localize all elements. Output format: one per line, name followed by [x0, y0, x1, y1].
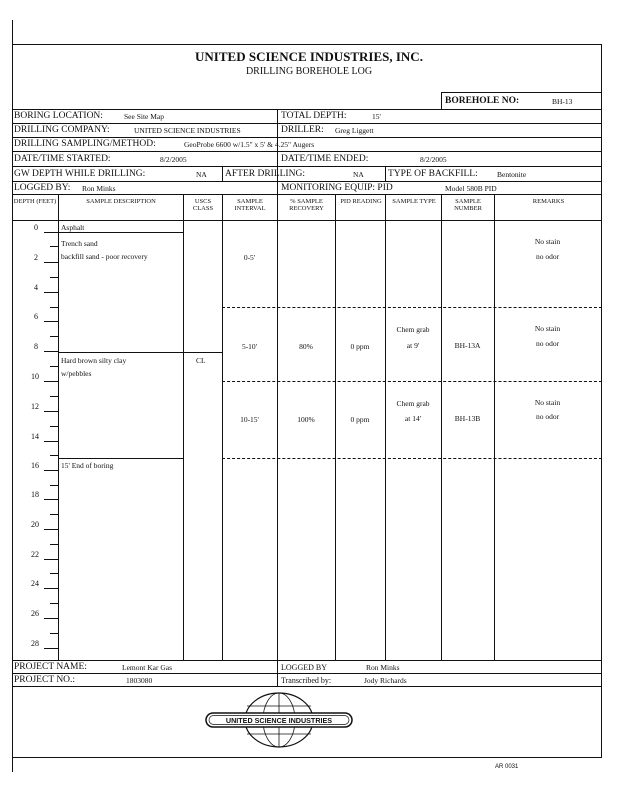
hdr-split — [277, 109, 278, 194]
col-header-description: SAMPLE DESCRIPTION — [86, 198, 156, 205]
depth-tick — [44, 648, 58, 649]
col-line-recovery — [277, 194, 278, 660]
backfill-label: TYPE OF BACKFILL: — [388, 169, 478, 179]
gw-after-value: NA — [353, 170, 364, 179]
project-name-value: Lemont Kar Gas — [122, 663, 172, 672]
driller-value: Greg Liggett — [335, 126, 374, 135]
desc-clay-1: Hard brown silty clay — [61, 356, 127, 365]
sample-divider-3 — [222, 458, 602, 459]
footer-logged-by-value: Ron Minks — [366, 663, 400, 672]
depth-tick — [50, 544, 58, 545]
date-started-label: DATE/TIME STARTED: — [14, 154, 111, 164]
depth-tick — [44, 381, 58, 382]
monitoring-value: Model 580B PID — [445, 184, 497, 193]
depth-tick — [44, 411, 58, 412]
depth-tick — [44, 292, 58, 293]
sample-interval: 10-15' — [240, 415, 259, 424]
depth-label: 16 — [31, 461, 39, 470]
borehole-value: BH-13 — [552, 97, 573, 106]
footer-logged-by-label: LOGGED BY — [281, 663, 327, 672]
logo-text: UNITED SCIENCE INDUSTRIES — [225, 716, 333, 725]
col-line-remarks — [494, 194, 495, 660]
depth-tick — [50, 366, 58, 367]
hdr-line-4 — [12, 151, 602, 152]
layer-line-asphalt — [58, 232, 183, 233]
depth-label: 28 — [31, 639, 39, 648]
logged-by-label: LOGGED BY: — [14, 183, 71, 193]
desc-backfill-sand: backfill sand - poor recovery — [61, 252, 148, 261]
project-no-value: 1803080 — [126, 676, 153, 685]
page-title: UNITED SCIENCE INDUSTRIES, INC. — [195, 49, 423, 64]
depth-label: 0 — [34, 223, 38, 232]
depth-tick — [44, 618, 58, 619]
col-line-uscs — [183, 194, 184, 660]
project-name-label: PROJECT NAME: — [14, 662, 87, 672]
depth-tick — [44, 321, 58, 322]
sample-remark-1: No stain — [534, 324, 561, 333]
sample-pid: 0 ppm — [350, 415, 370, 424]
sample-type-2: at 9' — [406, 341, 420, 350]
date-started-value: 8/2/2005 — [160, 155, 187, 164]
date-ended-value: 8/2/2005 — [420, 155, 447, 164]
sample-interval: 0-5' — [243, 253, 256, 262]
page-mark: AR 0031 — [495, 764, 519, 770]
sample-number: BH-13A — [454, 341, 481, 350]
depth-label: 4 — [34, 283, 38, 292]
gw-after-label: AFTER DRILLING: — [225, 169, 305, 179]
depth-tick — [50, 246, 58, 247]
sampling-method-value: GeoProbe 6600 w/1.5" x 5' & 4.25" Augers — [184, 140, 315, 149]
transcribed-by-label: Transcribed by: — [281, 676, 332, 685]
depth-tick — [50, 573, 58, 574]
depth-label: 12 — [31, 402, 39, 411]
sample-type-1: Chem grab — [396, 399, 430, 408]
col-line-number — [441, 194, 442, 660]
gw-while-value: NA — [196, 170, 207, 179]
layer-line-end — [58, 458, 183, 459]
depth-tick — [50, 277, 58, 278]
col-line-pid — [335, 194, 336, 660]
uscs-class-value: CL — [196, 356, 206, 365]
backfill-value: Bentonite — [497, 170, 527, 179]
depth-label: 6 — [34, 312, 38, 321]
sample-remark-1: No stain — [534, 237, 561, 246]
desc-asphalt: Asphalt — [61, 223, 85, 232]
sample-number: BH-13B — [454, 414, 481, 423]
project-no-label: PROJECT NO.: — [14, 675, 76, 685]
col-header-pid: PID READING — [340, 198, 382, 205]
boring-location-value: See Site Map — [124, 112, 164, 121]
hdr-line-6 — [12, 181, 602, 182]
layer-line-uscs — [183, 352, 222, 353]
drilling-company-value: UNITED SCIENCE INDUSTRIES — [134, 126, 241, 135]
layer-line-clay — [58, 352, 183, 353]
sample-recovery: 80% — [299, 342, 313, 351]
depth-tick — [50, 603, 58, 604]
depth-tick — [44, 529, 58, 530]
col-header-type: SAMPLE TYPE — [392, 198, 436, 205]
depth-tick — [44, 499, 58, 500]
sample-divider-1 — [222, 307, 602, 308]
col-line-type — [385, 194, 386, 660]
depth-label: 24 — [31, 579, 39, 588]
col-header-number: SAMPLE NUMBER — [454, 198, 482, 213]
depth-label: 2 — [34, 253, 38, 262]
date-ended-label: DATE/TIME ENDED: — [281, 154, 369, 164]
col-header-interval: SAMPLE INTERVAL — [234, 198, 266, 213]
gw-while-label: GW DEPTH WHILE DRILLING: — [14, 169, 146, 179]
depth-tick — [50, 426, 58, 427]
hdr-line-1 — [12, 109, 602, 110]
desc-trench-sand: Trench sand — [61, 239, 98, 248]
sample-remark-2: no odor — [535, 339, 560, 348]
sample-remark-2: no odor — [535, 252, 560, 261]
depth-label: 8 — [34, 342, 38, 351]
depth-tick — [44, 588, 58, 589]
hdr-line-7 — [12, 194, 602, 195]
borehole-label: BOREHOLE NO: — [445, 96, 520, 106]
table-header-bottom — [12, 220, 602, 221]
drilling-company-label: DRILLING COMPANY: — [14, 125, 110, 135]
sample-remark-1: No stain — [534, 398, 561, 407]
hdr-line-2 — [12, 123, 602, 124]
desc-end-of-boring: 15' End of boring — [61, 461, 114, 470]
frame-bottom — [12, 757, 602, 758]
boring-location-label: BORING LOCATION: — [14, 111, 103, 121]
hdr-split-gw — [222, 166, 223, 181]
logged-by-value: Ron Minks — [82, 184, 116, 193]
col-line-desc — [58, 194, 59, 660]
col-header-recovery: % SAMPLE RECOVERY — [289, 198, 324, 213]
frame-top — [12, 44, 602, 45]
sample-type-1: Chem grab — [396, 325, 430, 334]
col-header-remarks: REMARKS — [532, 198, 565, 205]
monitoring-label: MONITORING EQUIP: PID — [281, 183, 393, 193]
depth-label: 10 — [31, 372, 39, 381]
depth-label: 22 — [31, 550, 39, 559]
depth-tick — [50, 336, 58, 337]
sample-type-2: at 14' — [404, 414, 422, 423]
col-header-depth: DEPTH (FEET) — [13, 198, 57, 205]
col-header-uscs: USCS CLASS — [192, 198, 214, 213]
sample-interval: 5-10' — [241, 342, 258, 351]
depth-tick — [50, 633, 58, 634]
footer-top — [12, 660, 602, 661]
hdr-line-5 — [12, 166, 602, 167]
sample-remark-2: no odor — [535, 412, 560, 421]
depth-tick — [50, 514, 58, 515]
sample-divider-2 — [222, 381, 602, 382]
sample-pid: 0 ppm — [350, 342, 370, 351]
depth-tick — [50, 485, 58, 486]
borehole-box-top — [441, 92, 602, 93]
desc-clay-2: w/pebbles — [61, 369, 92, 378]
borehole-box-left — [441, 92, 442, 109]
depth-tick — [50, 396, 58, 397]
depth-tick — [44, 441, 58, 442]
company-logo — [200, 690, 358, 750]
footer-mid — [12, 673, 602, 674]
depth-tick — [50, 307, 58, 308]
depth-tick — [44, 470, 58, 471]
depth-tick — [44, 351, 58, 352]
depth-label: 14 — [31, 432, 39, 441]
interval-top — [222, 220, 277, 221]
driller-label: DRILLER: — [281, 125, 324, 135]
hdr-split-backfill — [385, 166, 386, 181]
depth-tick — [44, 559, 58, 560]
footer-split — [277, 660, 278, 686]
total-depth-label: TOTAL DEPTH: — [281, 111, 347, 121]
depth-tick — [44, 262, 58, 263]
total-depth-value: 15' — [372, 112, 381, 121]
hdr-line-3 — [12, 137, 602, 138]
depth-label: 18 — [31, 490, 39, 499]
depth-tick — [44, 232, 58, 233]
footer-bottom — [12, 686, 602, 687]
sample-recovery: 100% — [297, 415, 315, 424]
transcribed-by-value: Jody Richards — [364, 676, 407, 685]
sampling-method-label: DRILLING SAMPLING/METHOD: — [14, 139, 156, 149]
depth-label: 26 — [31, 609, 39, 618]
page-subtitle: DRILLING BOREHOLE LOG — [245, 66, 373, 77]
depth-tick — [50, 455, 58, 456]
depth-label: 20 — [31, 520, 39, 529]
